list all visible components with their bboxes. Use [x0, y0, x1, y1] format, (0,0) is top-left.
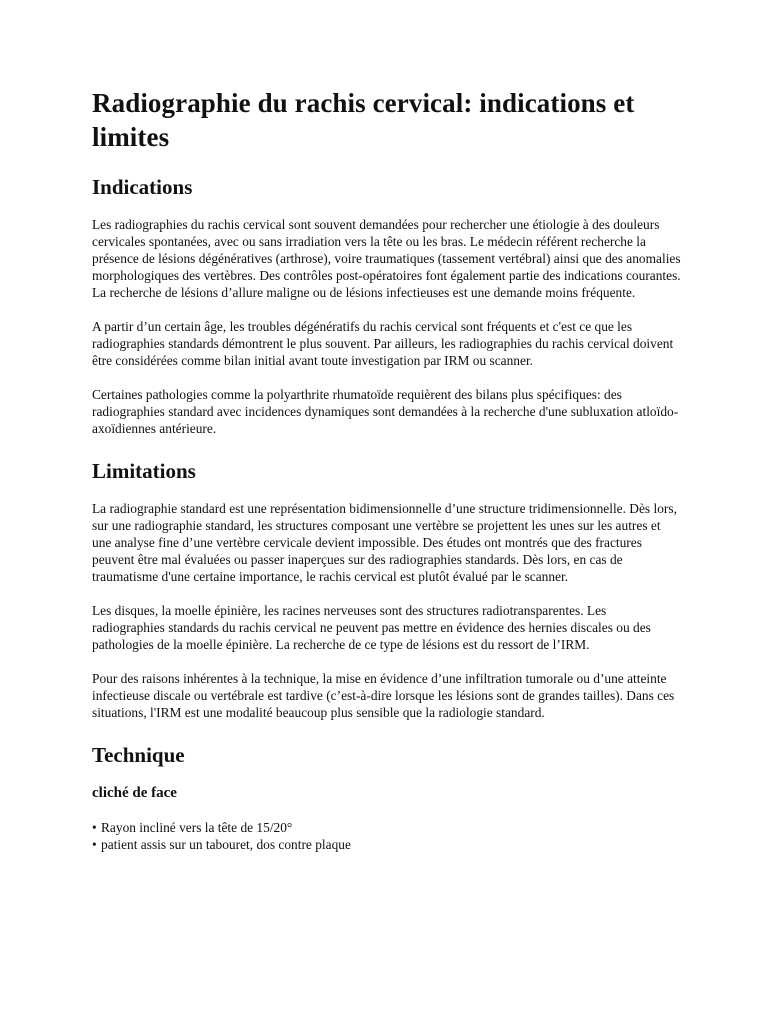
technique-subheading: cliché de face — [92, 785, 177, 801]
technique-bullet-list — [92, 819, 682, 853]
bullet-text: patient assis sur un tabouret, dos contre plaque — [101, 837, 351, 852]
document-page — [92, 86, 682, 853]
indications-paragraph-1: Les radiographies du rachis cervical sont souvent demandées pour rechercher une étiologie à des douleurs cervicales spontanées, avec ou sans irradiation vers la tête ou les bras. Le médecin référent recherche la présence de lésions dégénératives (arthrose), voire traumatiques (tassement vertébral) ainsi que des anomalies morphologiques des vertèbres. Des contrôles post-opératoires font également partie des indications courantes. La recherche de lésions d’allure maligne ou de lésions infectieuses est une demande moins fréquente. — [92, 217, 681, 300]
section-heading-limitations: Limitations — [92, 459, 196, 483]
limitations-paragraph-3: Pour des raisons inhérentes à la technique, la mise en évidence d’une infiltration tumorale ou d’une atteinte infectieuse discale ou vertébrale est tardive (c’est-à-dire lorsque les lésions sont de grandes tailles). Dans ces situations, l'IRM est une modalité beaucoup plus sensible que la radiologie standard. — [92, 671, 675, 720]
indications-paragraph-2: A partir d’un certain âge, les troubles dégénératifs du rachis cervical sont fréquents et c'est ce que les radiographies standards démontrent le plus souvent. Par ailleurs, les radiographies du rachis cervical doivent être considérées comme bilan initial avant toute investigation par IRM ou scanner. — [92, 319, 674, 368]
indications-paragraph-3: Certaines pathologies comme la polyarthrite rhumatoïde requièrent des bilans plus spécifiques: des radiographies standard avec incidences dynamiques sont demandées à la recherche d'une subluxation atloïdo-axoïdiennes antérieure. — [92, 387, 679, 436]
document-title: Radiographie du rachis cervical: indications et limites — [92, 88, 635, 152]
bullet-icon: • — [92, 820, 97, 835]
list-item — [92, 836, 682, 853]
limitations-paragraph-2: Les disques, la moelle épinière, les racines nerveuses sont des structures radiotransparentes. Les radiographies standards du rachis cervical ne peuvent pas mettre en évidence des hernies discales ou des pathologies de la moelle épinière. La recherche de ce type de lésions est du ressort de l’IRM. — [92, 603, 651, 652]
bullet-icon: • — [92, 837, 97, 852]
section-heading-technique: Technique — [92, 743, 185, 767]
section-heading-indications: Indications — [92, 175, 193, 199]
limitations-paragraph-1: La radiographie standard est une représentation bidimensionnelle d’une structure tridimensionnelle. Dès lors, sur une radiographie standard, les structures composant une vertèbre se projettent les unes sur les autres et une analyse fine d’une vertèbre cervicale devient impossible. Des études ont montrés que des fractures peuvent être mal évaluées ou passer inaperçues sur des radiographies standards. Dès lors, en cas de traumatisme d'une certaine importance, le rachis cervical est plutôt évalué par le scanner. — [92, 501, 677, 584]
list-item — [92, 819, 682, 836]
bullet-text: Rayon incliné vers la tête de 15/20° — [101, 820, 293, 835]
